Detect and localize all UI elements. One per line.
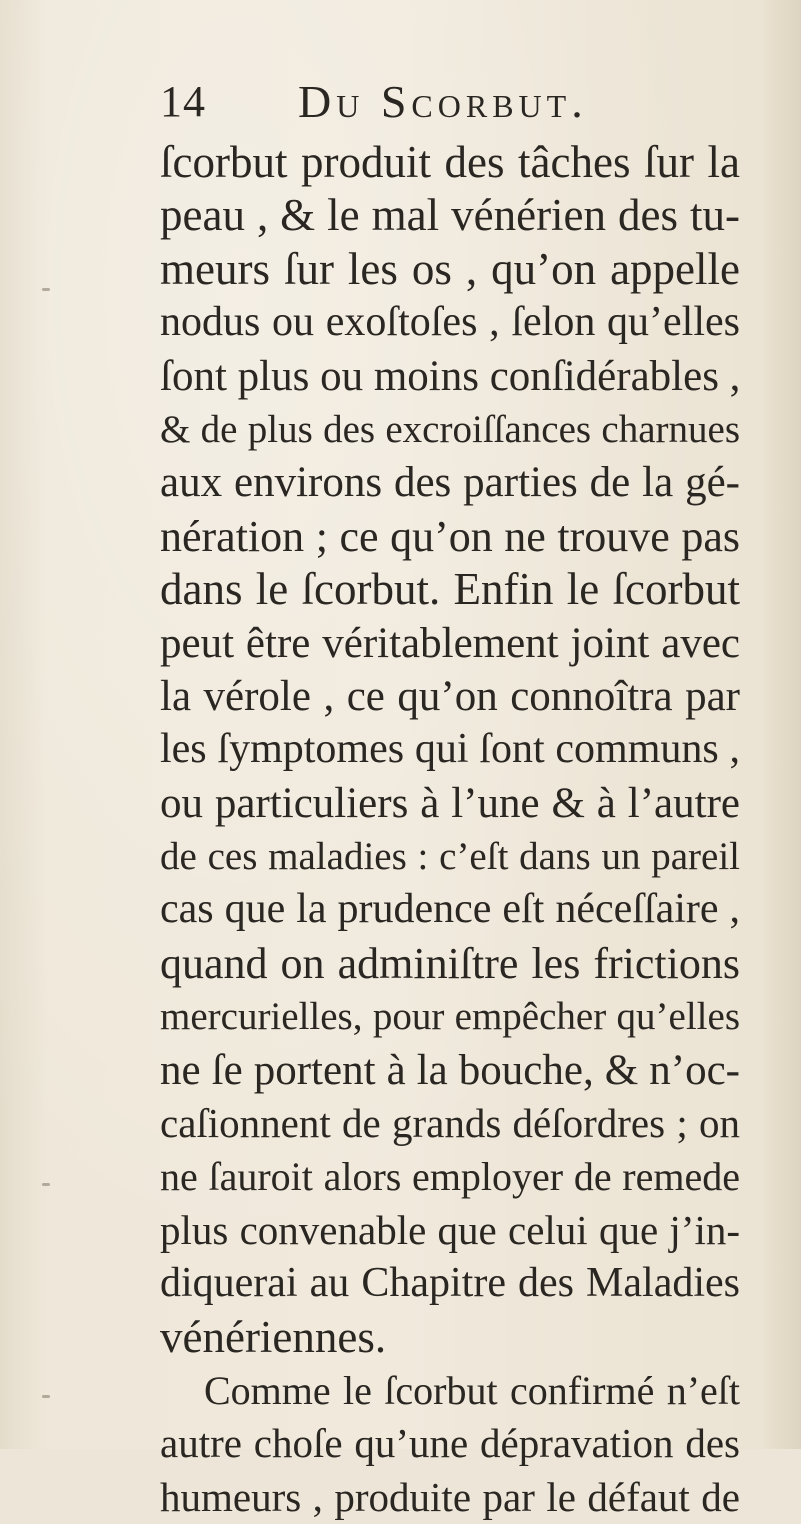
text-line: nodus ou exoſtoſes , ſelon qu’elles bbox=[160, 299, 740, 346]
text-line: cas que la prudence eſt néceſſaire , bbox=[160, 886, 740, 933]
text-line: plus convenable que celui que j’in- bbox=[160, 1206, 740, 1253]
text-line: ſont plus ou moins conſidérables , bbox=[160, 352, 741, 400]
text-line: la vérole , ce qu’on connoîtra par bbox=[160, 672, 740, 720]
text-line: humeurs , produite par le défaut de bbox=[160, 1473, 740, 1520]
body-text bbox=[160, 136, 740, 1524]
text-line: nération ; ce qu’on ne trouve pas bbox=[160, 511, 740, 561]
margin-mark bbox=[42, 1395, 50, 1398]
text-line: peut être véritablement joint avec bbox=[160, 619, 740, 667]
text-line: ne ſe portent à la bouche, & n’oc- bbox=[160, 1046, 740, 1094]
text-line: ſcorbut produit des tâches ſur la bbox=[160, 137, 740, 187]
text-line: de ces maladies : c’eſt dans un pareil bbox=[160, 835, 740, 879]
text-line: Comme le ſcorbut confirmé n’eſt bbox=[204, 1367, 740, 1413]
text-line: meurs ſur les os , qu’on appelle bbox=[160, 243, 740, 294]
text-line: ou particuliers à l’une & à l’autre bbox=[160, 779, 740, 827]
text-line: quand on adminiſtre les frictions bbox=[160, 938, 740, 988]
text-line: autre choſe qu’une dépravation des bbox=[160, 1420, 740, 1467]
text-line: & de plus des excroiſſances charnues bbox=[160, 407, 740, 451]
text-line: aux environs des parties de la gé- bbox=[160, 459, 740, 507]
text-line: peau , & le mal vénérien des tu- bbox=[160, 190, 740, 241]
margin-mark bbox=[42, 288, 50, 291]
text-line: vénériennes. bbox=[160, 1311, 387, 1362]
page-number: 14 bbox=[160, 77, 206, 126]
running-title: Du Scorbut. bbox=[298, 76, 588, 127]
text-line: ne ſauroit alors employer de remede bbox=[160, 1154, 740, 1200]
text-line: diquerai au Chapitre des Maladies bbox=[160, 1260, 740, 1307]
text-line: dans le ſcorbut. Enfin le ſcorbut bbox=[160, 564, 740, 615]
margin-mark bbox=[42, 1183, 50, 1186]
page-header bbox=[160, 72, 720, 132]
text-line: caſionnent de grands déſordres ; on bbox=[160, 1100, 740, 1147]
text-line: mercurielles, pour empêcher qu’elles bbox=[160, 995, 740, 1039]
text-line: les ſymptomes qui ſont communs , bbox=[160, 726, 740, 773]
